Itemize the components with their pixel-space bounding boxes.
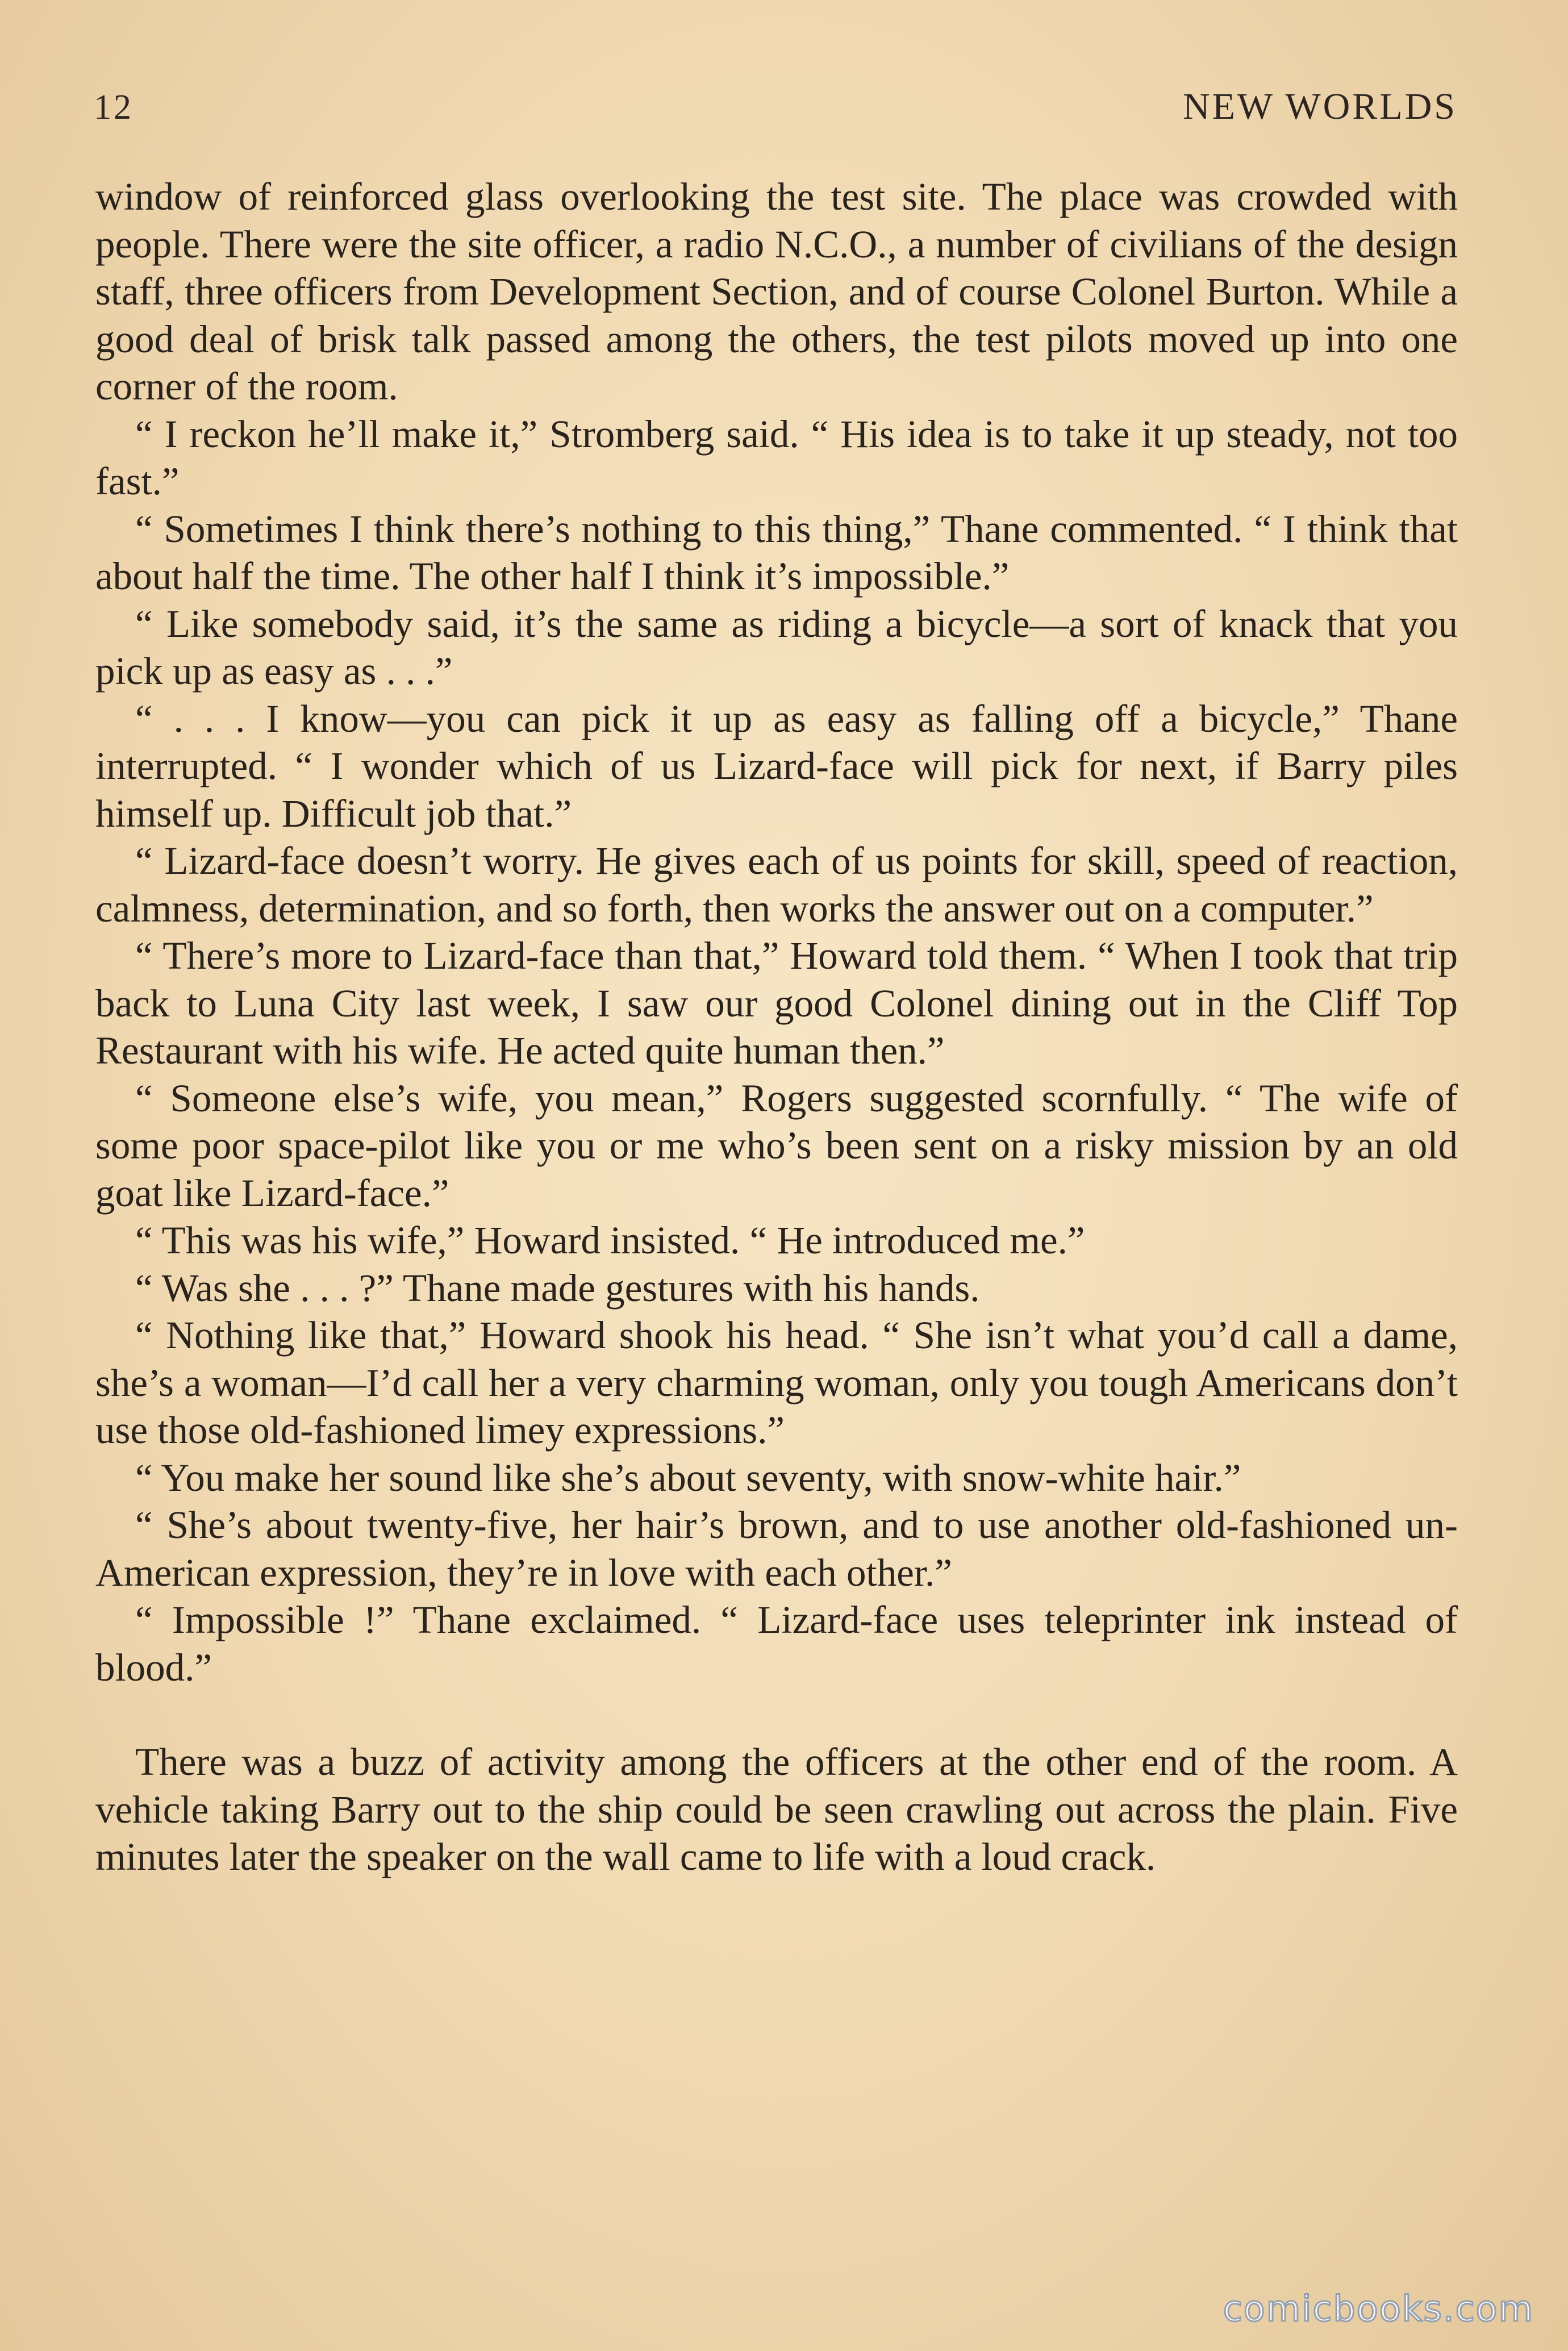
paragraph: “ You make her sound like she’s about seventy, with snow-white hair.” <box>135 1456 1241 1499</box>
paragraph: “ Sometimes I think there’s nothing to this thing,” Thane commented. “ I think that about half the time. The other half I think it’s impossible.” <box>95 507 1458 598</box>
body-text <box>95 173 1458 1881</box>
watermark: comicbooks.com <box>1223 2288 1534 2329</box>
paragraph: window of reinforced glass overlooking the test site. The place was crowded with people. There were the site officer, a radio N.C.O., a number of civilians of the design staff, three officers from Development Section, and of course Colonel Burton. While a good deal of brisk talk passed among the others, the test pilots moved up into one corner of the room. <box>95 175 1458 408</box>
page-number: 12 <box>94 88 134 127</box>
paragraph: “ . . . I know—you can pick it up as easy as falling off a bicycle,” Thane interrupted. “ I wonder which of us Lizard-face will pick for next, if Barry piles himself up. Difficult job that.” <box>95 697 1458 835</box>
paragraph: There was a buzz of activity among the officers at the other end of the room. A vehicle taking Barry out to the ship could be seen crawling out across the plain. Five minutes later the speaker on the wall came to life with a loud crack. <box>95 1740 1458 1878</box>
paragraph: “ Was she . . . ?” Thane made gestures with his hands. <box>135 1266 980 1310</box>
running-title: NEW WORLDS <box>1182 86 1457 127</box>
paragraph: “ There’s more to Lizard-face than that,” Howard told them. “ When I took that trip back to Luna City last week, I saw our good Colonel dining out in the Cliff Top Restaurant with his wife. He acted quite human then.” <box>95 934 1458 1072</box>
paragraph: “ Nothing like that,” Howard shook his head. “ She isn’t what you’d call a dame, she’s a woman—I’d call her a very charming woman, only you tough Americans don’t use those old-fashioned limey expressions.” <box>95 1314 1458 1452</box>
paragraph: “ She’s about twenty-five, her hair’s brown, and to use another old-fashioned un-American expression, they’re in love with each other.” <box>95 1503 1458 1594</box>
paragraph: “ This was his wife,” Howard insisted. “ He introduced me.” <box>135 1219 1085 1262</box>
paragraph: “ Like somebody said, it’s the same as riding a bicycle—a sort of knack that you pick up as easy as . . .” <box>95 602 1458 693</box>
paragraph: “ Lizard-face doesn’t worry. He gives each of us points for skill, speed of reaction, calmness, determination, and so forth, then works the answer out on a computer.” <box>95 839 1458 930</box>
paragraph: “ I reckon he’ll make it,” Stromberg said. “ His idea is to take it up steady, not too fast.” <box>95 412 1458 503</box>
running-head <box>94 85 1457 136</box>
paragraph: “ Impossible !” Thane exclaimed. “ Lizard-face uses teleprinter ink instead of blood.” <box>95 1598 1458 1689</box>
paragraph: “ Someone else’s wife, you mean,” Rogers suggested scornfully. “ The wife of some poor space-pilot like you or me who’s been sent on a risky mission by an old goat like Lizard-face.” <box>95 1076 1458 1215</box>
